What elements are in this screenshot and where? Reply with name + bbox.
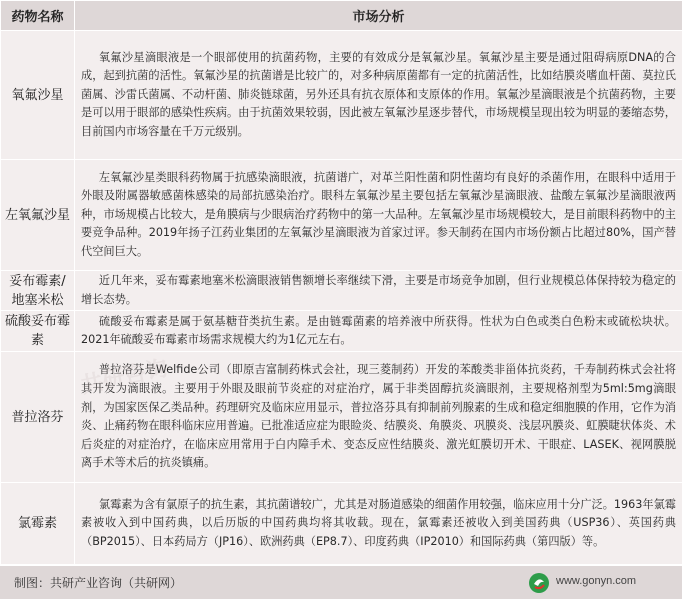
market-analysis: 氯霉素为含有氯原子的抗生素，其抗菌谱较广，尤其是对肠道感染的细菌作用较强，临床应用十分广泛。1963年氯霉素被收入到中国药典，以后历版的中国药典均将其收载。现在，氯霉素还被收入到美国药典（USP36）、英国药典（BP2015）、日本药局方（JP16）、欧洲药典（EP8.7）、印度药典（IP2010）和国际药典（第四版）等。 <box>75 483 682 565</box>
market-analysis: 硫酸妥布霉素是属于氨基糖苷类抗生素。是由链霉菌素的培养液中所获得。性状为白色或类白色粉末或硫松块状。2021年硫酸妥布霉素市场需求规模大约为1亿元左右。 <box>75 311 682 352</box>
drug-name: 妥布霉素/地塞米松 <box>1 271 75 311</box>
table-row <box>1 483 682 565</box>
source-credit: 制图：共研产业咨询（共研网） <box>14 576 183 590</box>
gonyn-logo-icon <box>528 572 550 594</box>
market-analysis: 普拉洛芬是Welfide公司（即原吉富制药株式会社，现三菱制药）开发的苯酸类非甾体抗炎药，千寿制药株式会社将其开发为滴眼液。主要用于外眼及眼前节炎症的对症治疗，属于非类固醇抗炎滴眼剂，主要规格剂型为5ml:5mg滴眼剂，为国家医保乙类品种。药理研究及临床应用显示，普拉洛芬具有抑制前列腺素的生成和稳定细胞膜的作用，它作为消炎、止痛药物在眼科临床应用普遍。已批准适应症为眼睑炎、结膜炎、角膜炎、巩膜炎、浅层巩膜炎、虹膜睫状体炎、术后炎症的对症治疗，在临床应用常用于白内障手术、变态反应性结膜炎、激光虹膜切开术、干眼症、LASEK、视网膜脱离手术等术后的抗炎镇痛。 <box>75 352 682 483</box>
table-row <box>1 31 682 160</box>
header-drug-name: 药物名称 <box>1 1 75 31</box>
drug-name: 普拉洛芬 <box>1 352 75 483</box>
table-header-row <box>1 1 682 31</box>
table-row <box>1 160 682 271</box>
drug-name: 硫酸妥布霉素 <box>1 311 75 352</box>
footer-bar <box>0 566 682 599</box>
market-analysis: 近几年来，妥布霉素地塞米松滴眼液销售额增长率继续下滑，主要是市场竞争加剧，但行业规模总体保持较为稳定的增长态势。 <box>75 271 682 311</box>
table-row <box>1 271 682 311</box>
site-url[interactable]: www.gonyn.com <box>556 575 637 587</box>
market-analysis: 氧氟沙星滴眼液是一个眼部使用的抗菌药物，主要的有效成分是氧氟沙星。氧氟沙星主要是通过阻碍病原DNA的合成，起到抗菌的活性。氧氟沙星的抗菌谱是比较广的，对多种病原菌都有一定的抗菌活性，比如结膜炎嗜血杆菌、莫拉氏菌属、沙雷氏菌属、不动杆菌、肺炎链球菌，另外还具有抗衣原体和支原体的作用。氧氟沙星滴眼液是个抗菌药物，主要是可以用于眼部的感染性疾病。由于抗菌效果较弱，因此被左氧氟沙星逐步替代，市场规模呈现出较为明显的萎缩态势，目前国内市场容量在千万元级别。 <box>75 31 682 160</box>
drug-name: 氧氟沙星 <box>1 31 75 160</box>
market-analysis: 左氧氟沙星类眼科药物属于抗感染滴眼液，抗菌谱广，对革兰阳性菌和阴性菌均有良好的杀菌作用，在眼科中适用于外眼及附属器敏感菌株感染的局部抗感染治疗。眼科左氧氟沙星主要包括左氧氟沙星滴眼液、盐酸左氧氟沙星滴眼液两种，市场规模占比较大，是角膜病与少眼病治疗药物中的第一大品种。左氧氟沙星市场规模较大，是目前眼科药物中的主要竞争品种。2019年扬子江药业集团的左氧氟沙星滴眼液为首家过评。参天制药在国内市场份额占比超过80%，国产替代空间巨大。 <box>75 160 682 271</box>
table-row <box>1 352 682 483</box>
drug-name: 氯霉素 <box>1 483 75 565</box>
drug-name: 左氧氟沙星 <box>1 160 75 271</box>
table-row <box>1 311 682 352</box>
header-market-analysis: 市场分析 <box>75 1 682 31</box>
